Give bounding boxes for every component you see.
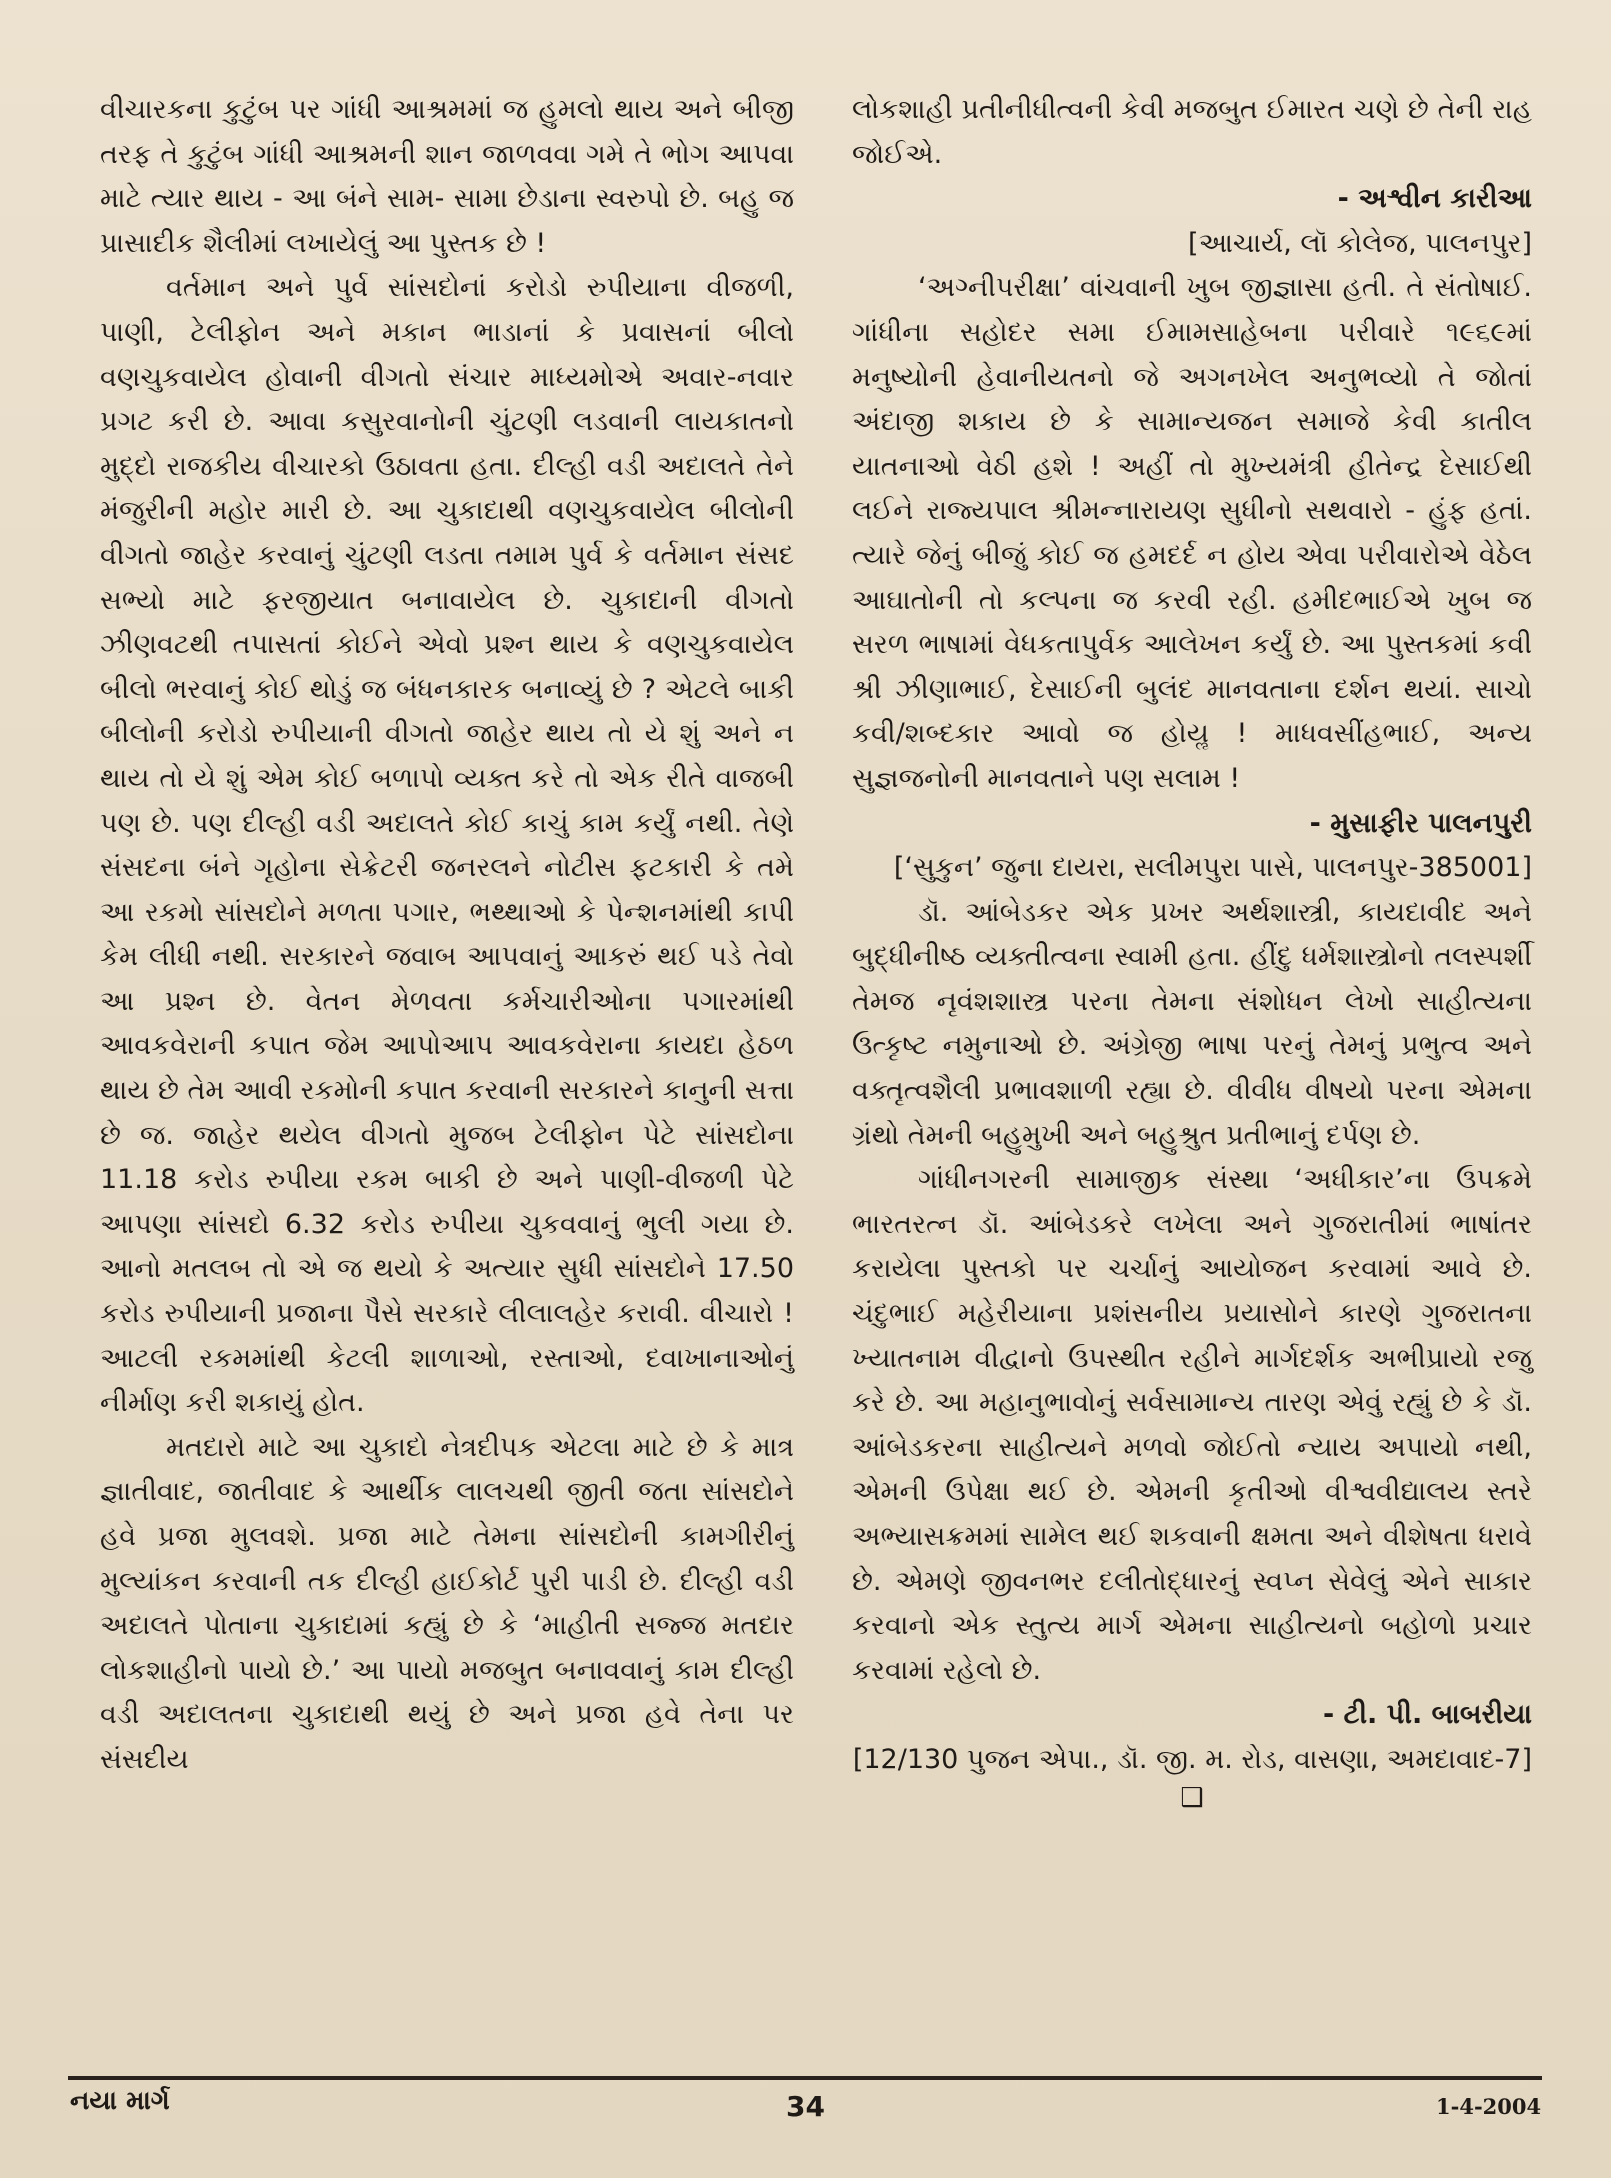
author-signature-1: - અશ્વીન કારીઆ: [1337, 183, 1532, 215]
author-signature-3: - ટી. પી. બાબરીયા: [1323, 1699, 1532, 1731]
author-address-2: [‘સુકુન’ જુના દાયરા, સલીમપુરા પાસે, પાલનપુર-385001]: [893, 852, 1532, 884]
page-number: 34: [786, 2090, 825, 2123]
issue-date: 1-4-2004: [1436, 2094, 1542, 2119]
left-column: [100, 88, 794, 1783]
author-address-1: [આચાર્ય, લૉ કોલેજ, પાલનપુર]: [1188, 227, 1532, 259]
author-signature-2: - મુસાફીર પાલનપુરી: [1309, 807, 1532, 839]
end-of-article-mark: ❑: [1180, 1782, 1204, 1813]
right-paragraph-2: ‘અગ્નીપરીક્ષા’ વાંચવાની ખુબ જીજ્ઞાસા હતી. તે સંતોષાઈ. ગાંધીના સહોદર સમા ઈમામસાહેબના પરીવારે ૧૯૬૯માં મનુષ્યોની હેવાનીયતનો જે અગનખેલ અનુભવ્યો તે જોતાં અંદાજી શકાય છે કે સામાન્યજન સમાજે કેવી કાતીલ યાતનાઓ વેઠી હશે ! અહીં તો મુખ્યમંત્રી હીતેન્દ્ર દેસાઈથી લઈને રાજ્યપાલ શ્રીમન્નારાયણ સુધીનો સથવારો - હુંફ હતાં. ત્યારે જેનું બીજું કોઈ જ હમદર્દ ન હોય એવા પરીવારોએ વેઠેલ આઘાતોની તો કલ્પના જ કરવી રહી. હમીદભાઈએ ખુબ જ સરળ ભાષામાં વેધકતાપુર્વક આલેખન કર્યું છે. આ પુસ્તકમાં કવી શ્રી ઝીણાભાઈ, દેસાઈની બુલંદ માનવતાના દર્શન થયાં. સાચો કવી/શબ્દકાર આવો જ હોયૢ ! માધવસીંહભાઈ, અન્ય સુજ્ઞજનોની માનવતાને પણ સલામ !: [852, 272, 1532, 794]
right-paragraph-4: ગાંધીનગરની સામાજીક સંસ્થા ‘અધીકાર’ના ઉપક્રમે ભારતરત્ન ડૉ. આંબેડકરે લખેલા અને ગુજરાતીમાં ભાષાંતર કરાયેલા પુસ્તકો પર ચર્ચાનું આયોજન કરવામાં આવે છે. ચંદુભાઈ મહેરીયાના પ્રશંસનીય પ્રયાસોને કારણે ગુજરાતના ખ્યાતનામ વીદ્વાનો ઉપસ્થીત રહીને માર્ગદર્શક અભીપ્રાયો રજુ કરે છે. આ મહાનુભાવોનું સર્વસામાન્ય તારણ એવું રહ્યું છે કે ડૉ. આંબેડકરના સાહીત્યને મળવો જોઈતો ન્યાય અપાયો નથી, એમની ઉપેક્ષા થઈ છે. એમની કૃતીઓ વીશ્વવીદ્યાલય સ્તરે અભ્યાસક્રમમાં સામેલ થઈ શકવાની ક્ષમતા અને વીશેષતા ધરાવે છે. એમણે જીવનભર દલીતોદ્ધારનું સ્વપ્ન સેવેલું એને સાકાર કરવાનો એક સ્તુત્ય માર્ગ એમના સાહીત્યનો બહોળો પ્રચાર કરવામાં રહેલો છે.: [852, 1164, 1532, 1686]
footer-divider: [68, 2076, 1542, 2080]
left-paragraph-3: મતદારો માટે આ ચુકાદો નેત્રદીપક એટલા માટે છે કે માત્ર જ્ઞાતીવાદ, જાતીવાદ કે આર્થીક લાલચથી જીતી જતા સાંસદોને હવે પ્રજા મુલવશે. પ્રજા માટે તેમના સાંસદોની કામગીરીનું મુલ્યાંકન કરવાની તક દીલ્હી હાઈકોર્ટ પુરી પાડી છે. દીલ્હી વડી અદાલતે પોતાના ચુકાદામાં કહ્યું છે કે ‘માહીતી સજ્જ મતદાર લોકશાહીનો પાયો છે.’ આ પાયો મજબુત બનાવવાનું કામ દીલ્હી વડી અદાલતના ચુકાદાથી થયું છે અને પ્રજા હવે તેના પર સંસદીય: [100, 1431, 794, 1775]
magazine-name: નયા માર્ગ: [70, 2086, 170, 2116]
author-address-3: [12/130 પુજન એપા., ડૉ. જી. મ. રોડ, વાસણા, અમદાવાદ-7]: [852, 1743, 1532, 1775]
left-paragraph-1: વીચારકના કુટુંબ પર ગાંધી આશ્રમમાં જ હુમલો થાય અને બીજી તરફ તે કુટુંબ ગાંધી આશ્રમની શાન જાળવવા ગમે તે ભોગ આપવા માટે ત્યાર થાય - આ બંને સામ- સામા છેડાના સ્વરુપો છે. બહુ જ પ્રાસાદીક શૈલીમાં લખાયેલું આ પુસ્તક છે !: [100, 94, 794, 259]
left-paragraph-2: વર્તમાન અને પુર્વ સાંસદોનાં કરોડો રુપીયાના વીજળી, પાણી, ટેલીફોન અને મકાન ભાડાનાં કે પ્રવાસનાં બીલો વણચુકવાયેલ હોવાની વીગતો સંચાર માધ્યમોએ અવાર-નવાર પ્રગટ કરી છે. આવા કસુરવાનોની ચુંટણી લડવાની લાયકાતનો મુદ્દો રાજકીય વીચારકો ઉઠાવતા હતા. દીલ્હી વડી અદાલતે તેને મંજુરીની મહોર મારી છે. આ ચુકાદાથી વણચુકવાયેલ બીલોની વીગતો જાહેર કરવાનું ચુંટણી લડતા તમામ પુર્વ કે વર્તમાન સંસદ સભ્યો માટે ફરજીયાત બનાવાયેલ છે. ચુકાદાની વીગતો ઝીણવટથી તપાસતાં કોઈને એવો પ્રશ્ન થાય કે વણચુકવાયેલ બીલો ભરવાનું કોઈ થોડું જ બંધનકારક બનાવ્યું છે ? એટલે બાકી બીલોની કરોડો રુપીયાની વીગતો જાહેર થાય તો યે શું અને ન થાય તો યે શું એમ કોઈ બળાપો વ્યક્ત કરે તો એક રીતે વાજબી પણ છે. પણ દીલ્હી વડી અદાલતે કોઈ કાચું કામ કર્યું નથી. તેણે સંસદના બંને ગૃહોના સેક્રેટરી જનરલને નોટીસ ફટકારી કે તમે આ રકમો સાંસદોને મળતા પગાર, ભથ્થાઓ કે પેન્શનમાંથી કાપી કેમ લીધી નથી. સરકારને જવાબ આપવાનું આકરું થઈ પડે તેવો આ પ્રશ્ન છે. વેતન મેળવતા કર્મચારીઓના પગારમાંથી આવકવેરાની કપાત જેમ આપોઆપ આવકવેરાના કાયદા હેઠળ થાય છે તેમ આવી રકમોની કપાત કરવાની સરકારને કાનુની સત્તા છે જ. જાહેર થયેલ વીગતો મુજબ ટેલીફોન પેટે સાંસદોના 11.18 કરોડ રુપીયા રકમ બાકી છે અને પાણી-વીજળી પેટે આપણા સાંસદો 6.32 કરોડ રુપીયા ચુકવવાનું ભુલી ગયા છે. આનો મતલબ તો એ જ થયો કે અત્યાર સુધી સાંસદોને 17.50 કરોડ રુપીયાની પ્રજાના પૈસે સરકારે લીલાલહેર કરાવી. વીચારો ! આટલી રકમમાંથી કેટલી શાળાઓ, રસ્તાઓ, દવાખાનાઓનું નીર્માણ કરી શકાયું હોત.: [100, 272, 794, 1419]
right-paragraph-1: લોકશાહી પ્રતીનીધીત્વની કેવી મજબુત ઈમારત ચણે છે તેની રાહ જોઈએ.: [852, 94, 1532, 170]
right-paragraph-3: ડૉ. આંબેડકર એક પ્રખર અર્થશાસ્ત્રી, કાયદાવીદ અને બુદ્ધીનીષ્ઠ વ્યક્તીત્વના સ્વામી હતા. હીંદુ ધર્મશાસ્ત્રોનો તલસ્પર્શી તેમજ નૃવંશશાસ્ત્ર પરના તેમના સંશોધન લેખો સાહીત્યના ઉત્કૃષ્ટ નમુનાઓ છે. અંગ્રેજી ભાષા પરનું તેમનું પ્રભુત્વ અને વક્તૃત્વશૈલી પ્રભાવશાળી રહ્યા છે. વીવીધ વીષયો પરના એમના ગ્રંથો તેમની બહુમુખી અને બહુશ્રુત પ્રતીભાનું દર્પણ છે.: [852, 896, 1532, 1151]
right-column: [852, 88, 1532, 1813]
